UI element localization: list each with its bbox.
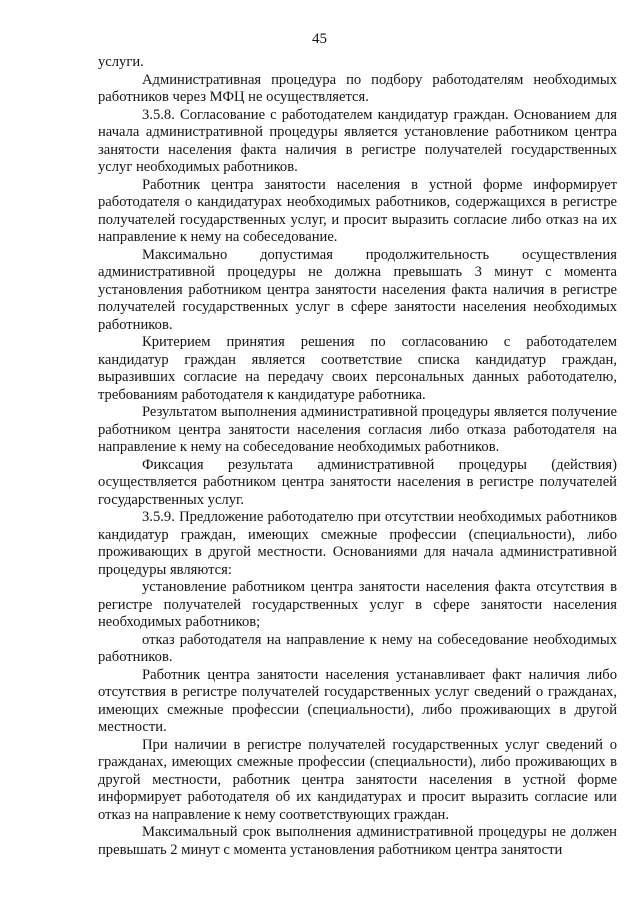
paragraph: Критерием принятия решения по согласованию с работодателем кандидатур граждан является соответствие списка кандидатур граждан, выразивших согласие на передачу своих персональных данных работодателю, требованиям работодателя к кандидатуре работника. (98, 334, 617, 403)
paragraph: услуги. (98, 54, 144, 70)
paragraph: При наличии в регистре получателей государственных услуг сведений о гражданах, имеющих смежные профессии (специальности), либо проживающих в другой местности, работник центра занятости населения в устной форме информирует работодателя об их кандидатурах и просит выразить согласие или отказ на направление к нему соответствующих граждан. (98, 736, 617, 823)
paragraph: Максимальный срок выполнения административной процедуры не должен превышать 2 минут с момента установления работником центра занятости (98, 824, 617, 858)
paragraph: Работник центра занятости населения в устной форме информирует работодателя о кандидатурах необходимых работников, содержащихся в регистре получателей государственных услуг, и просит выразить согласие либо отказ на их направление к нему на собеседование. (98, 176, 617, 245)
paragraph: Фиксация результата административной процедуры (действия) осуществляется работником центра занятости населения в регистре получателей государственных услуг. (98, 456, 617, 508)
document-body (98, 54, 617, 859)
paragraph: 3.5.9. Предложение работодателю при отсутствии необходимых работников кандидатур граждан, имеющих смежные профессии (специальности), либо проживающих в другой местности. Основаниями для начала административной процедуры являются: (98, 509, 617, 578)
paragraph: Результатом выполнения административной процедуры является получение работником центра занятости населения согласия либо отказа работодателя на направление к нему на собеседование необходимых работников. (98, 404, 617, 455)
paragraph: Максимально допустимая продолжительность осуществления административной процедуры не должна превышать 3 минут с момента установления работником центра занятости населения факта наличия в регистре получателей государственных услуг в сфере занятости населения необходимых работников. (98, 246, 617, 333)
page-number: 45 (312, 31, 327, 47)
paragraph: отказ работодателя на направление к нему на собеседование необходимых работников. (98, 631, 617, 665)
paragraph: Административная процедура по подбору работодателям необходимых работников через МФЦ не осуществляется. (98, 71, 617, 105)
paragraph: 3.5.8. Согласование с работодателем кандидатур граждан. Основанием для начала административной процедуры является установление работником центра занятости населения факта наличия в регистре получателей государственных услуг необходимых работников. (98, 106, 617, 175)
paragraph: Работник центра занятости населения устанавливает факт наличия либо отсутствия в регистре получателей государственных услуг сведений о гражданах, имеющих смежные профессии (специальности), либо проживающих в другой местности. (98, 666, 617, 735)
paragraph: установление работником центра занятости населения факта отсутствия в регистре получателей государственных услуг в сфере занятости населения необходимых работников; (98, 579, 617, 630)
